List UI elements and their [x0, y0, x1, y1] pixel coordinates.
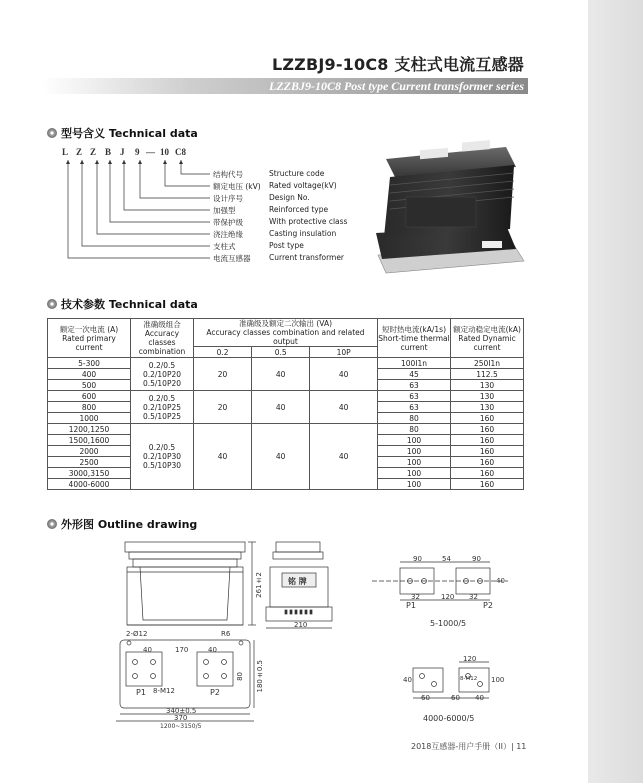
cell-dynamic: 160 — [451, 424, 524, 435]
cell-thermal: 100I1n — [378, 358, 451, 369]
acc-line: 0.2/0.5 — [148, 360, 176, 370]
acc-line: 0.2/10P25 — [142, 402, 182, 412]
page-subtitle: LZZBJ9-10C8 Post type Current transformer series — [268, 79, 524, 93]
dim-height: 261±2 — [255, 572, 263, 598]
t2-dim-60a: 60 — [421, 694, 430, 702]
cell-va: 40 — [310, 358, 378, 391]
dim-40a: 40 — [143, 646, 152, 654]
cell-dynamic: 130 — [451, 402, 524, 413]
acc-line: 0.5/10P30 — [142, 461, 182, 470]
legend-en: Design No. — [269, 193, 310, 202]
t2-dim-40b: 40 — [475, 694, 484, 702]
t2-caption: 4000-6000/5 — [423, 714, 475, 723]
legend-en: Post type — [269, 241, 304, 250]
cell-thermal: 100 — [378, 446, 451, 457]
t2-dim-100: 100 — [491, 676, 505, 684]
t1-dim-32a: 32 — [411, 593, 420, 601]
cell-primary: 500 — [48, 380, 131, 391]
cell-va: 40 — [252, 358, 310, 391]
legend-en: Rated voltage(kV) — [269, 181, 337, 190]
legend-cn: 浇注绝缘 — [213, 230, 243, 239]
dim-340: 340±0.5 — [166, 707, 197, 715]
dim-370: 370 — [174, 714, 188, 722]
acc-line: 0.2/0.5 — [148, 393, 176, 403]
cell-va: 20 — [194, 391, 252, 424]
legend-cn: 加强型 — [213, 206, 236, 215]
cell-primary: 800 — [48, 402, 131, 413]
cell-primary: 1500,1600 — [48, 435, 131, 446]
cell-va: 40 — [252, 424, 310, 490]
cell-primary: 1200,1250 — [48, 424, 131, 435]
header-text: current — [473, 342, 501, 352]
header-text: Rated Dynamic — [458, 333, 516, 343]
header-text: Short-time thermal — [378, 333, 450, 343]
cell-va: 40 — [310, 424, 378, 490]
legend-cn: 结构代号 — [213, 170, 243, 179]
cell-dynamic: 160 — [451, 468, 524, 479]
code-letter: J — [120, 147, 125, 157]
t1-dim-120: 120 — [441, 593, 455, 601]
cell-primary: 5-300 — [48, 358, 131, 369]
cell-thermal: 63 — [378, 402, 451, 413]
header-text: 短时热电流(kA/1s) — [381, 324, 447, 334]
legend-cn: 支柱式 — [213, 242, 236, 251]
dim-width-210: 210 — [294, 621, 308, 629]
cell-thermal: 80 — [378, 424, 451, 435]
cell-dynamic: 160 — [451, 457, 524, 468]
code-letter: L — [62, 147, 69, 157]
terminal-p2: P2 — [210, 688, 220, 697]
header-text: 额定动稳定电流(kA) — [453, 324, 521, 334]
header-va-02: 0.2 — [194, 347, 252, 358]
dim-80: 80 — [236, 672, 244, 681]
dim-r6: R6 — [221, 630, 231, 638]
bolt-spec: 8-M12 — [153, 687, 175, 695]
dim-180: 180±0.5 — [256, 660, 264, 693]
t1-p2: P2 — [483, 601, 493, 610]
cell-thermal: 100 — [378, 468, 451, 479]
t1-dim-90b: 90 — [472, 555, 481, 563]
cell-primary: 400 — [48, 369, 131, 380]
code-letter: Z — [76, 147, 83, 157]
cell-dynamic: 250I1n — [451, 358, 524, 369]
header-text: 额定一次电流 (A) — [59, 324, 119, 334]
terminal-p1: P1 — [136, 688, 146, 697]
acc-line: 0.5/10P25 — [142, 411, 182, 421]
acc-line: 0.5/10P20 — [142, 378, 182, 388]
t2-dim-120: 120 — [463, 655, 477, 663]
cell-va: 20 — [194, 358, 252, 391]
section-outline-label: 外形图 Outline drawing — [61, 518, 198, 531]
legend-cn: 额定电压 (kV) — [213, 182, 261, 191]
t2-bolt-spec: 8-M12 — [460, 676, 478, 682]
page-footer: 2018互感器-用户手册（II）| 11 — [411, 742, 527, 751]
header-va-05: 0.5 — [252, 347, 310, 358]
range-caption: 1200~3150/5 — [160, 723, 202, 730]
legend-cn: 电流互感器 — [213, 254, 251, 263]
page-title: LZZBJ9-10C8 支柱式电流互感器 — [271, 55, 524, 74]
t1-dim-32b: 32 — [469, 593, 478, 601]
legend-cn: 带保护级 — [213, 218, 243, 227]
legend-en: With protective class — [269, 217, 348, 226]
t1-dim-90a: 90 — [413, 555, 422, 563]
code-letter: B — [105, 147, 112, 157]
dim-170: 170 — [175, 646, 189, 654]
code-letter: Z — [90, 147, 97, 157]
cell-va: 40 — [310, 391, 378, 424]
t1-dim-54: 54 — [442, 555, 451, 563]
dim-holes: 2-Ø12 — [126, 630, 148, 638]
code-letter: 9 — [135, 147, 140, 157]
header-text: Accuracy classes combination and related output — [206, 328, 365, 346]
cell-thermal: 63 — [378, 380, 451, 391]
t2-dim-60b: 60 — [451, 694, 460, 702]
acc-line: 0.2/0.5 — [148, 443, 176, 452]
t1-dim-40: 40 — [496, 577, 505, 585]
section-tech-label: 技术参数 Technical data — [61, 298, 198, 311]
section-model-label: 型号含义 Technical data — [61, 127, 198, 140]
cell-primary: 2500 — [48, 457, 131, 468]
dim-40b: 40 — [208, 646, 217, 654]
cell-thermal: 45 — [378, 369, 451, 380]
header-text: Rated primary current — [62, 333, 116, 352]
t2-dim-40a: 40 — [403, 676, 412, 684]
cell-dynamic: 160 — [451, 479, 524, 490]
cell-dynamic: 160 — [451, 446, 524, 457]
header-text: 准确级及额定二次输出 (VA) — [238, 319, 333, 328]
cell-primary: 3000,3150 — [48, 468, 131, 479]
cell-thermal: 80 — [378, 413, 451, 424]
header-va-10p: 10P — [310, 347, 378, 358]
header-text: current — [400, 342, 428, 352]
cell-thermal: 100 — [378, 479, 451, 490]
cell-primary: 2000 — [48, 446, 131, 457]
code-letter: 10 — [160, 147, 169, 157]
header-text: combination — [138, 347, 186, 356]
legend-en: Reinforced type — [269, 205, 329, 214]
legend-en: Casting insulation — [269, 229, 337, 238]
cell-primary: 4000-6000 — [48, 479, 131, 490]
legend-en: Current transformer — [269, 253, 345, 262]
cell-dynamic: 130 — [451, 380, 524, 391]
header-text: 准确级组合 — [143, 320, 181, 329]
cell-dynamic: 112.5 — [451, 369, 524, 380]
cell-va: 40 — [194, 424, 252, 490]
code-letter: C8 — [175, 147, 186, 157]
header-text: Accuracy classes — [144, 329, 180, 347]
cell-dynamic: 160 — [451, 435, 524, 446]
legend-en: Structure code — [269, 169, 325, 178]
t1-p1: P1 — [406, 601, 416, 610]
code-letter: — — [146, 147, 155, 157]
cell-thermal: 63 — [378, 391, 451, 402]
acc-line: 0.2/10P20 — [142, 369, 182, 379]
cell-dynamic: 160 — [451, 413, 524, 424]
legend-cn: 设计序号 — [213, 194, 243, 203]
nameplate-label: 铭 牌 — [288, 577, 307, 586]
cell-primary: 600 — [48, 391, 131, 402]
cell-thermal: 100 — [378, 457, 451, 468]
cell-va: 40 — [252, 391, 310, 424]
t1-caption: 5-1000/5 — [430, 619, 467, 628]
cell-thermal: 100 — [378, 435, 451, 446]
cell-dynamic: 130 — [451, 391, 524, 402]
cell-primary: 1000 — [48, 413, 131, 424]
acc-line: 0.2/10P30 — [142, 452, 182, 461]
